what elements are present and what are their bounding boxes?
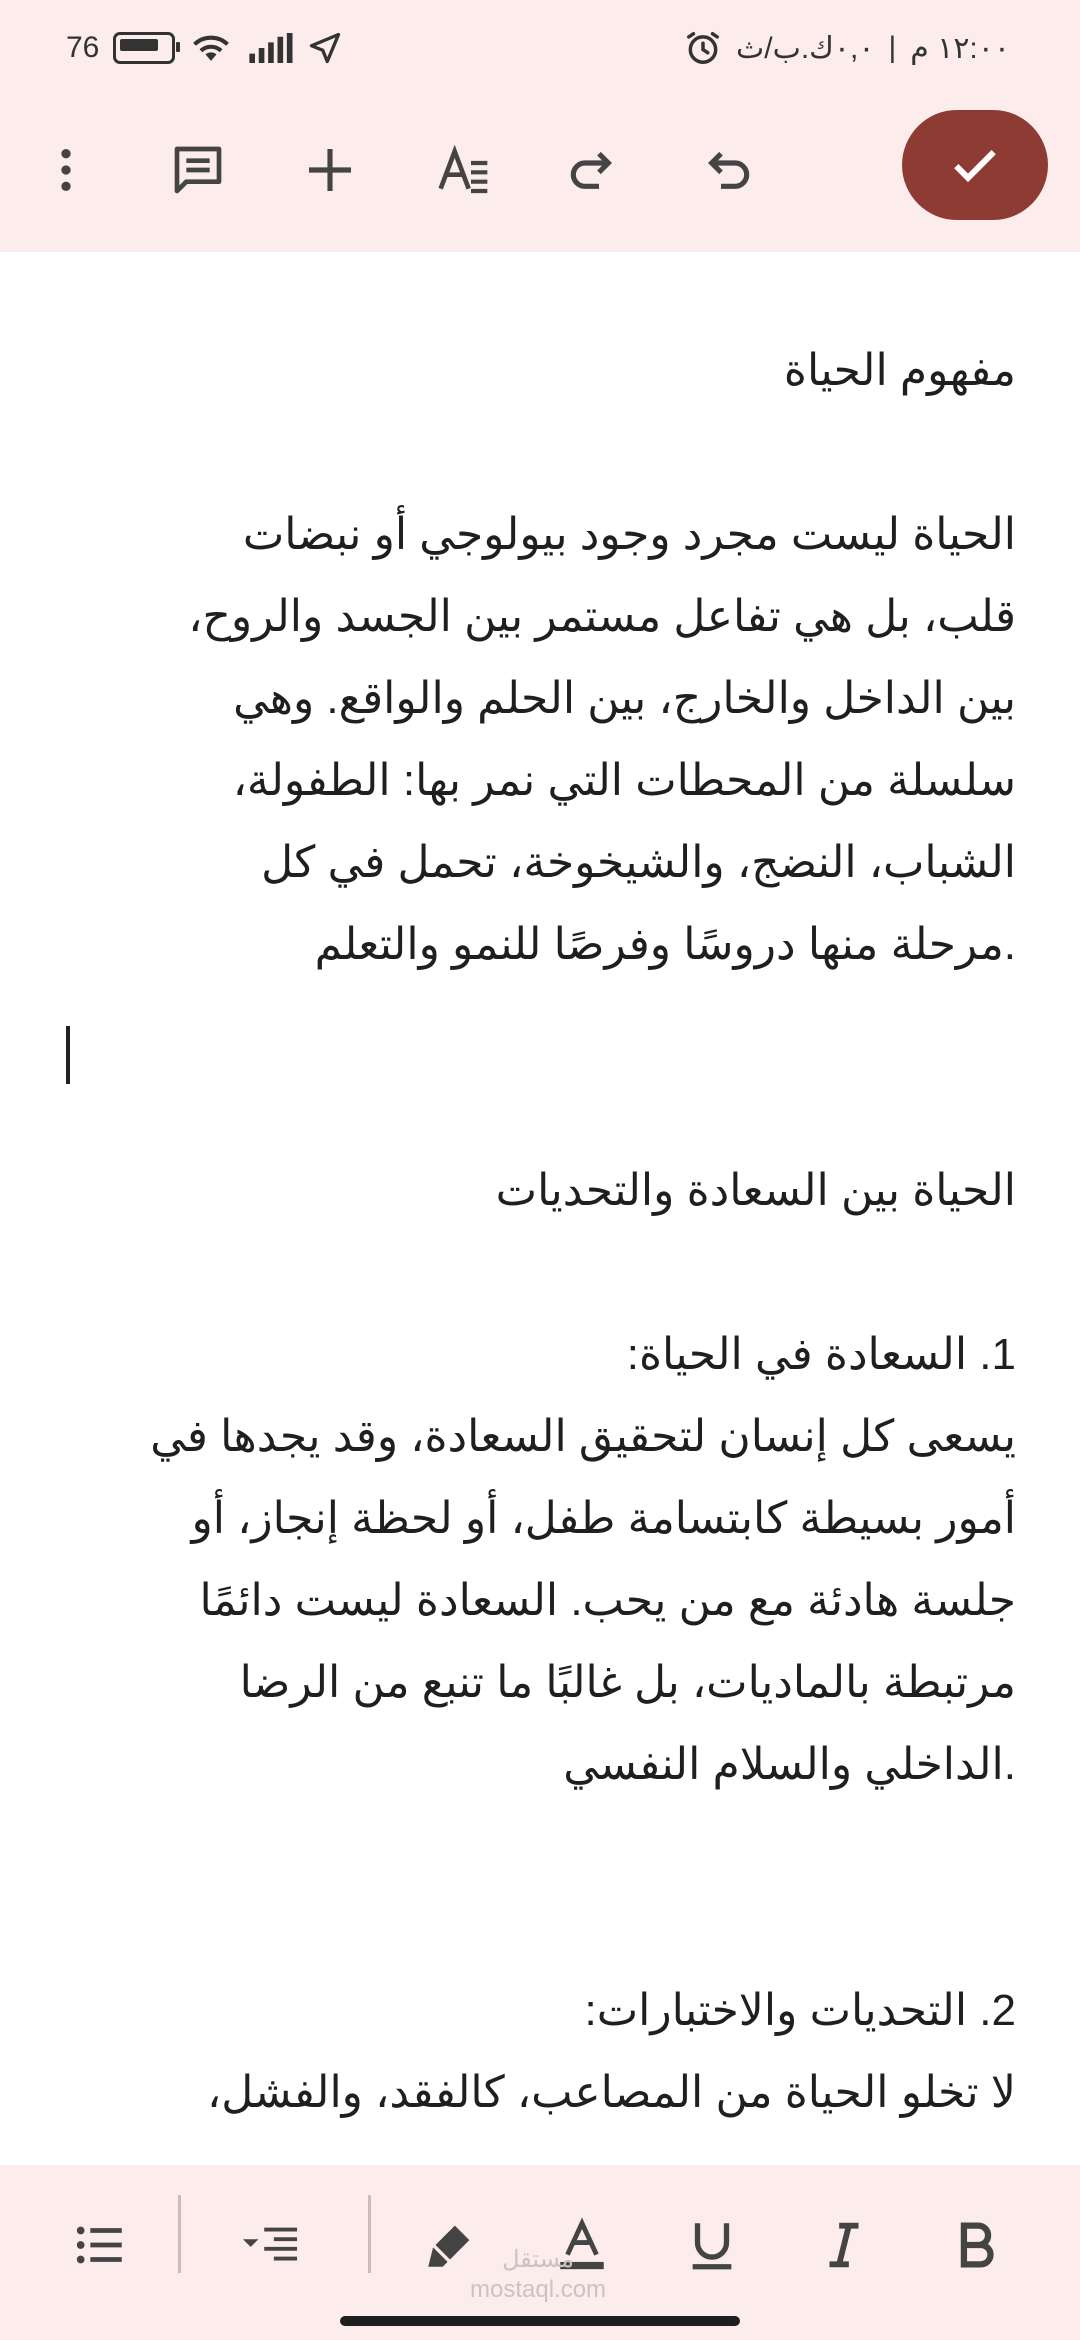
alarm-icon (684, 29, 722, 67)
divider (178, 2195, 181, 2273)
insert-button[interactable] (290, 130, 370, 210)
text-line: جلسة هادئة مع من يحب. السعادة ليست دائمًا (199, 1576, 1016, 1625)
text-format-button[interactable] (424, 130, 504, 210)
underline-icon (683, 2216, 741, 2274)
clock-text: ١٢:٠٠ م (910, 31, 1010, 65)
document-title: مفهوم الحياة (783, 346, 1016, 395)
undo-icon (700, 142, 756, 198)
status-separator: | (888, 31, 897, 64)
location-arrow-icon (307, 30, 343, 66)
paragraph-intro (64, 494, 1016, 986)
text-line: .مرحلة منها دروسًا وفرصًا للنمو والتعلم (314, 920, 1016, 969)
italic-icon (815, 2216, 873, 2274)
battery-icon (113, 32, 175, 64)
redo-button[interactable] (552, 130, 632, 210)
more-options-button[interactable] (26, 130, 106, 210)
align-right-dropdown-icon (241, 2216, 299, 2274)
text-line: سلسلة من المحطات التي نمر بها: الطفولة، (232, 756, 1016, 805)
text-line: .الداخلي والسلام النفسي (563, 1740, 1016, 1789)
bold-icon (947, 2216, 1005, 2274)
italic-button[interactable] (804, 2205, 884, 2285)
text-line: بين الداخل والخارج، بين الحلم والواقع. وهي (233, 674, 1016, 723)
section-heading: الحياة بين السعادة والتحديات (495, 1166, 1016, 1215)
status-right (684, 22, 1010, 74)
section-1-title: 1. السعادة في الحياة: (626, 1330, 1016, 1379)
bulleted-list-button[interactable] (60, 2205, 140, 2285)
alignment-button[interactable] (230, 2205, 310, 2285)
add-icon (302, 142, 358, 198)
signal-icon (247, 33, 293, 63)
comment-button[interactable] (158, 130, 238, 210)
section-1-paragraph (64, 1396, 1016, 1806)
text-line: مرتبطة بالماديات، بل غالبًا ما تنبع من الرضا (239, 1658, 1016, 1707)
comment-icon (170, 142, 226, 198)
text-line: الحياة ليست مجرد وجود بيولوجي أو نبضات (242, 510, 1016, 559)
underline-button[interactable] (672, 2205, 752, 2285)
check-icon (947, 137, 1003, 193)
top-bar (0, 0, 1080, 252)
done-button[interactable] (902, 110, 1048, 220)
watermark: مستقل mostaql.com (470, 2246, 607, 2303)
wifi-icon (189, 31, 233, 65)
home-indicator[interactable] (340, 2316, 740, 2326)
text-line: قلب، بل هي تفاعل مستمر بين الجسد والروح، (188, 592, 1016, 641)
bold-button[interactable] (936, 2205, 1016, 2285)
text-cursor (66, 1026, 70, 1084)
more-vert-icon (38, 142, 94, 198)
undo-button[interactable] (688, 130, 768, 210)
text-line: لا تخلو الحياة من المصاعب، كالفقد، والفشل، (207, 2068, 1016, 2117)
divider (368, 2195, 371, 2273)
bulleted-list-icon (71, 2216, 129, 2274)
text-format-icon (436, 142, 492, 198)
text-line: الشباب، النضج، والشيخوخة، تحمل في كل (261, 838, 1016, 887)
status-left (66, 22, 343, 74)
text-line: أمور بسيطة كابتسامة طفل، أو لحظة إنجاز، أو (191, 1494, 1016, 1543)
section-2-title: 2. التحديات والاختبارات: (584, 1986, 1016, 2035)
battery-percent: 76 (66, 31, 100, 64)
document-body[interactable] (64, 330, 1016, 2134)
app-toolbar (0, 110, 1080, 222)
text-line: يسعى كل إنسان لتحقيق السعادة، وقد يجدها في (150, 1412, 1016, 1461)
redo-icon (564, 142, 620, 198)
network-speed-text: ٠,٠ك.ب/ث (736, 31, 875, 65)
